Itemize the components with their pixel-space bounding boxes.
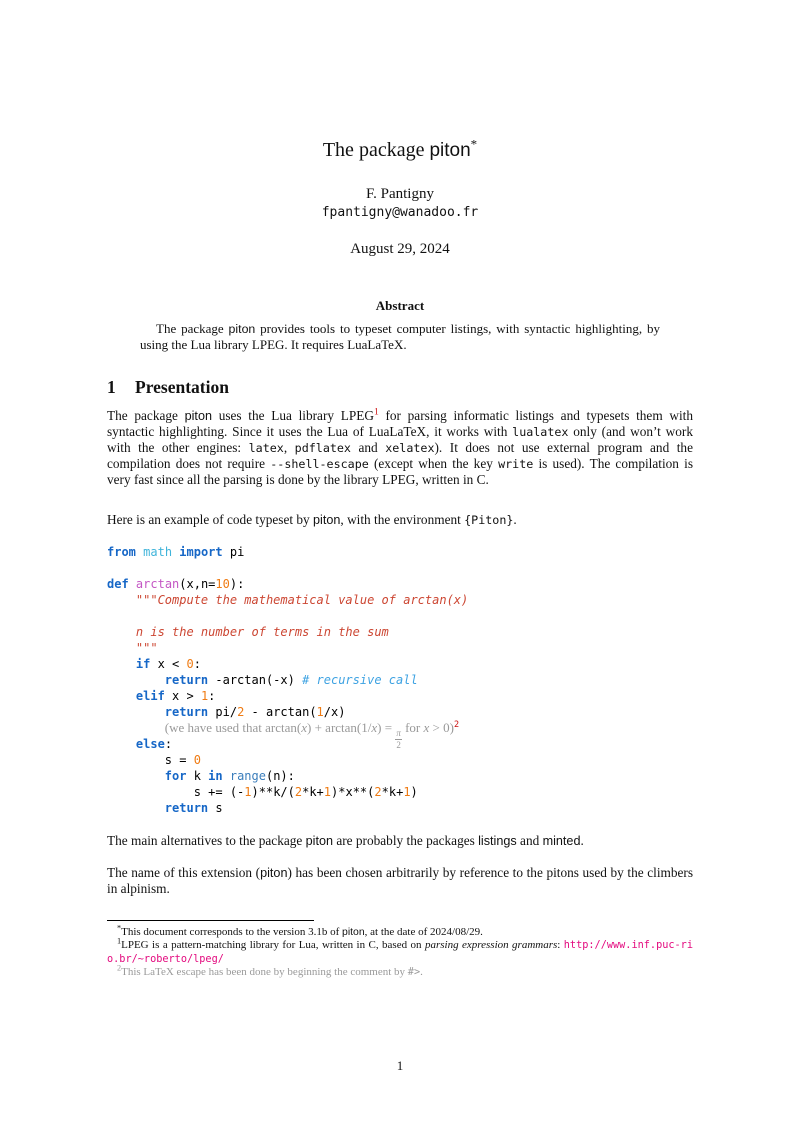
code-listing [107,544,693,816]
text-run: ). It does not use external program and the compilation does not require [107,440,693,471]
text-run [107,641,136,655]
text-run: from [107,545,136,559]
text-run: . [513,512,517,527]
text-run: x [423,720,430,735]
text-run: x < [150,657,187,671]
document-title [0,138,800,163]
text-run: 1 [403,785,411,799]
code-line [107,752,693,768]
text-run: This document corresponds to the version 3.1b of [121,926,343,938]
text-run [107,689,136,703]
text-run: listings [478,834,517,848]
text-run: pi [222,545,245,559]
text-run: parsing expression grammars [424,939,558,952]
text-run: piton [305,834,334,848]
text-run: piton [184,409,212,423]
footnotes [107,920,693,980]
code-line [107,592,693,608]
text-run: , with the environment [340,512,465,527]
text-run: This LaTeX escape has been done by beginning the comment by [121,966,408,979]
text-run [107,705,165,719]
text-run: 2 [237,705,245,719]
abstract [140,298,660,353]
code-line [107,544,693,560]
text-run [107,753,165,767]
text-run [107,657,136,671]
text-run: . [420,966,423,979]
text-run: if [135,657,151,671]
paragraph-alternatives [107,833,693,849]
code-line [107,624,693,640]
text-run: The package [322,139,430,161]
text-run: are probably the packages [333,833,479,848]
code-line [107,784,693,800]
text-run: lualatex [512,425,569,439]
text-run: in [208,769,223,783]
text-run: 2 [117,963,122,973]
text-run: n is the number of terms in the sum [135,625,389,639]
text-run: (n): [265,769,295,783]
text-run: piton [313,513,341,527]
text-run [107,801,165,815]
text-run: : [557,939,564,952]
text-run: : [164,737,173,751]
text-run [107,785,194,799]
text-run: 1 [117,936,122,946]
text-run: /x) [323,705,346,719]
fraction-pi-over-2: $\frac{\pi}{2}$ [396,728,401,750]
text-run: minted [542,834,581,848]
footnote-star [107,923,693,939]
text-run: for [164,769,187,783]
text-run: : [193,657,201,671]
text-run: #> [407,967,421,979]
text-run: x [371,720,378,735]
text-run: . [580,833,584,848]
text-run: The name of this extension ( [107,865,261,880]
text-run: s += (- [193,785,245,799]
text-run: # recursive call [302,673,418,687]
text-run [107,673,165,687]
text-run: 1 [316,705,324,719]
paragraph-name-origin [107,865,693,897]
text-run: and [350,440,386,455]
text-run: --shell-escape [270,457,369,471]
text-run: and [516,833,543,848]
section-title: Presentation [135,377,229,397]
text-run: write [498,457,534,471]
code-line [107,800,693,816]
title-block [0,138,800,258]
text-run: xelatex [385,441,435,455]
code-line [107,560,693,576]
text-run: arctan [135,577,180,591]
text-run: (x,n= [179,577,216,591]
text-run [107,721,165,735]
text-run [223,769,230,783]
text-run [107,593,136,607]
footnote-1 [107,936,693,966]
text-run: x [301,720,308,735]
code-line [107,672,693,688]
text-run: -arctan(-x) [208,673,303,687]
text-run: The package [107,408,185,423]
text-run: *k+ [381,785,404,799]
text-run: {Piton} [464,513,514,527]
text-run: x > [164,689,201,703]
paragraph-example-intro [107,512,693,528]
text-run: )*x**( [331,785,375,799]
text-run: LPEG is a pattern-matching library for Lua, written in C, based on [121,939,425,952]
code-line [107,640,693,656]
text-run: return [164,673,209,687]
text-run: """ [135,641,158,655]
text-run: piton [429,140,471,161]
text-run: * [117,923,122,933]
text-run: elif [135,689,165,703]
text-run: def [107,577,129,591]
text-run: , [283,440,295,455]
text-run: import [179,545,223,559]
text-run: math [143,545,173,559]
text-run: 0 [193,753,201,767]
text-run [107,769,165,783]
text-run: ) = [377,720,396,735]
document-date: August 29, 2024 [350,241,450,257]
text-run: > 0) [429,720,454,735]
text-run: only (and won’t work with the other engines: [107,424,693,455]
text-run: ) + arctan(1/ [307,720,372,735]
text-run: * [470,136,478,152]
text-run: 1 [200,689,209,703]
author-email: fpantigny@wanadoo.fr [321,205,479,220]
abstract-text [140,321,660,353]
text-run: for [401,720,424,735]
code-line [107,768,693,784]
text-run: (except when the key [368,456,499,471]
text-run: pdflatex [294,441,351,455]
footnote-rule [107,920,314,921]
text-run: provides tools to typeset computer listings, with syntactic highlighting, by using the Lua library LPEG. It requires LuaLaTeX. [140,321,660,352]
text-run: k [186,769,209,783]
paragraph-intro [107,408,693,488]
text-run: , at the date of 2024/08/29. [364,926,483,938]
text-run: : [208,689,216,703]
text-run: for parsing informatic listings and typesets them with syntactic highlighting. Since it uses the Lua of LuaLaTeX, it works with [107,408,694,439]
text-run: 2 [374,785,382,799]
text-run: 1 [323,785,332,799]
code-line [107,576,693,592]
section-heading [107,377,693,398]
text-run: else [135,737,165,751]
code-line [107,688,693,704]
text-run: piton [228,322,256,336]
code-line [107,656,693,672]
lpeg-url-link[interactable]: http://www.inf.puc-rio.br/~roberto/lpeg/ [107,940,693,965]
text-run: (we have used that arctan( [164,720,302,735]
text-run: ) [410,785,418,799]
text-run: piton [342,927,365,938]
text-run: Here is an example of code typeset by [107,512,314,527]
text-run: 2 [453,720,460,730]
text-run: 1 [373,406,379,418]
text-run: 1 [244,785,252,799]
text-run: """Compute the mathematical value of arctan(x) [135,593,469,607]
text-run: 10 [215,577,230,591]
text-run [107,625,136,639]
text-run: ) has been chosen arbitrarily by reference to the pitons used by the climbers in alpinism. [107,865,694,896]
text-run: return [164,801,209,815]
text-run: range [229,769,266,783]
code-line [107,704,693,720]
text-run: The main alternatives to the package [107,833,306,848]
text-run [107,737,136,751]
section-number: 1 [107,377,116,397]
text-run: uses the Lua library LPEG [212,408,374,423]
text-run: )**k/( [251,785,295,799]
text-run: The package [156,321,229,336]
abstract-heading: Abstract [375,298,425,313]
text-run: latex [248,441,284,455]
code-line [107,608,693,624]
text-run [129,577,136,591]
text-run: - arctan( [244,705,317,719]
text-run: return [164,705,209,719]
text-run: 2 [294,785,303,799]
text-run: *k+ [302,785,324,799]
text-run: s [208,801,223,815]
text-run: is used). The compilation is very fast since all the parsing is done by the library LPEG, written in C. [107,456,693,487]
text-run: ): [229,577,245,591]
page-number: 1 [396,1058,404,1073]
text-run: 0 [186,657,194,671]
text-run: piton [260,866,288,880]
footnote-2 [107,963,693,979]
author-name: F. Pantigny [366,186,434,202]
text-run: pi/ [208,705,238,719]
text-run: s = [164,753,194,767]
